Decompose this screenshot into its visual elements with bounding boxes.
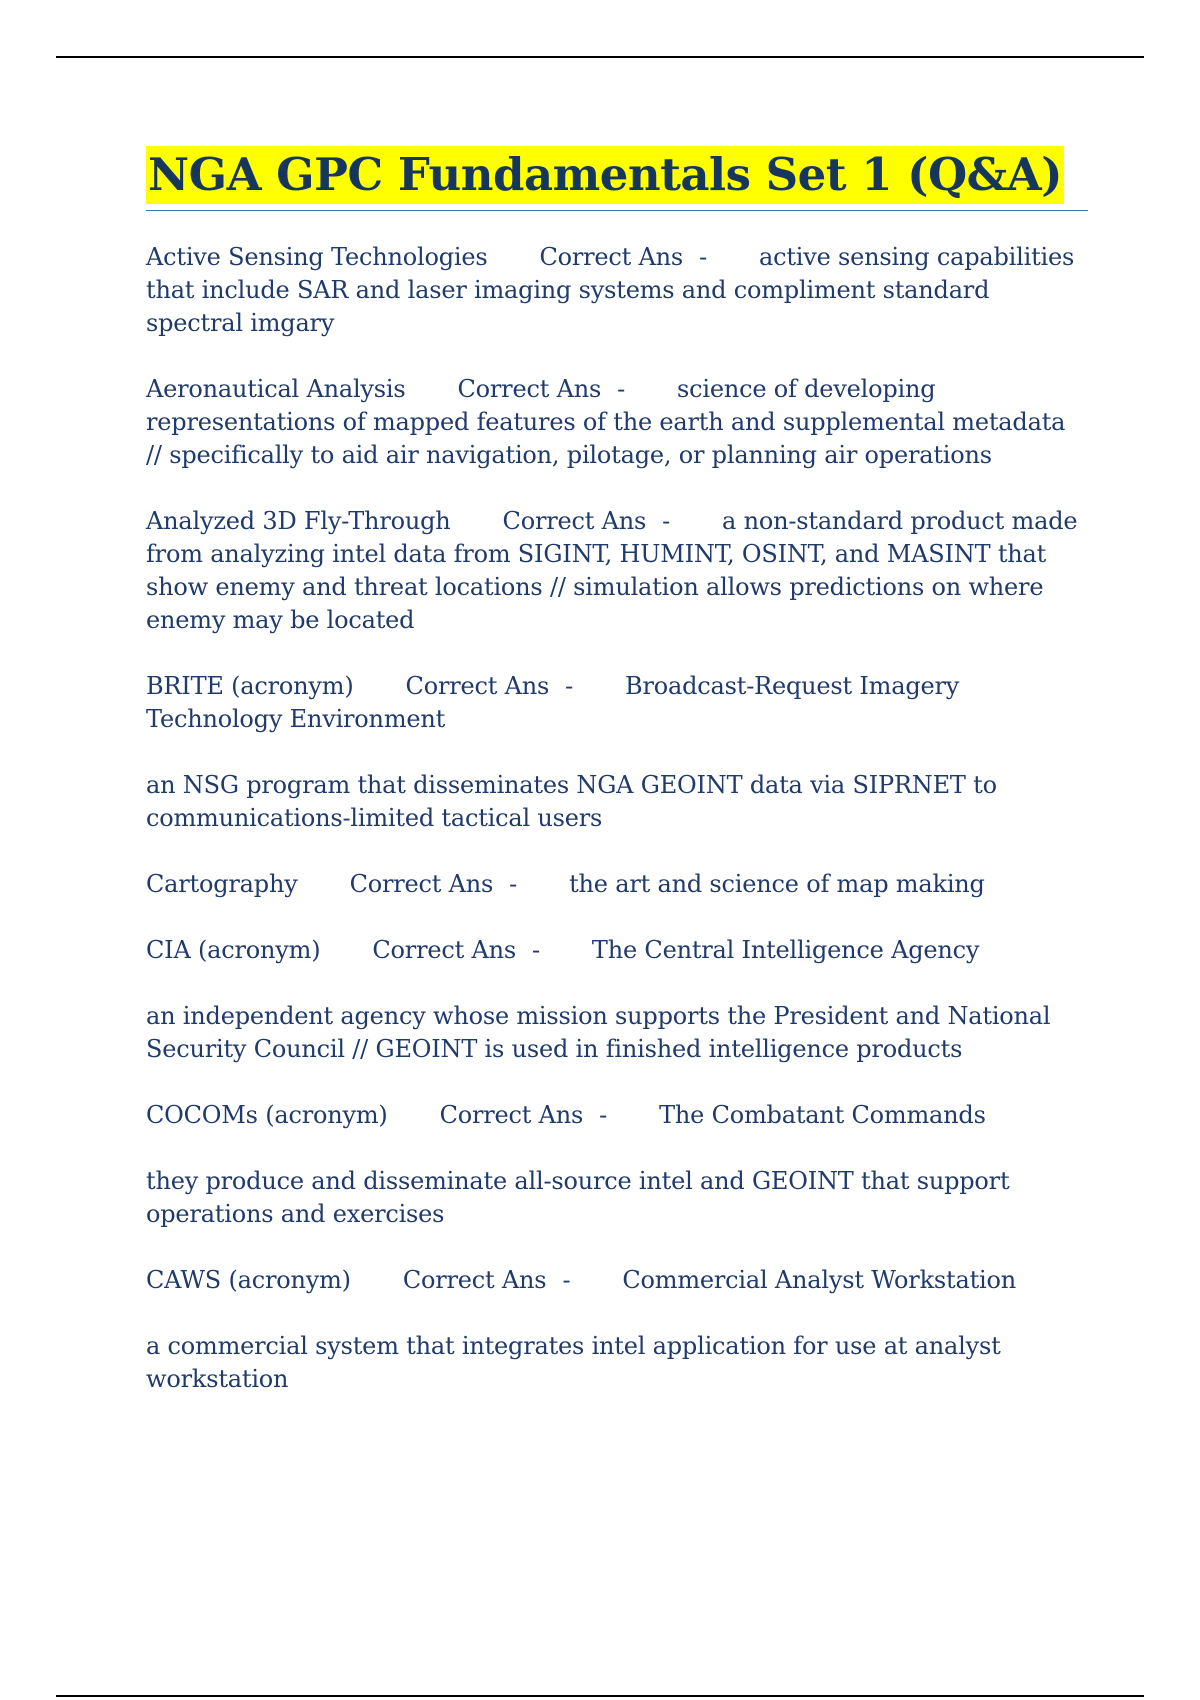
document-body <box>146 146 1088 1429</box>
entry-term: COCOMs (acronym) <box>146 1101 388 1129</box>
entry-answer: The Central Intelligence Agency <box>591 936 980 964</box>
entry-answer: active sensing capabilities that include SAR and laser imaging systems and compliment standard spectral imgary <box>146 243 1075 337</box>
answer-separator: - <box>565 672 574 700</box>
qa-entry <box>146 1264 1088 1297</box>
entry-answer: science of developing representations of mapped features of the earth and supplemental metadata // specifically to aid air navigation, pilotage, or planning air operations <box>146 375 1066 469</box>
page-bottom-rule <box>56 1695 1144 1697</box>
entry-note: they produce and disseminate all-source intel and GEOINT that support operations and exercises <box>146 1167 1010 1228</box>
title-block <box>146 146 1088 211</box>
qa-entry <box>146 670 1088 736</box>
answer-separator: - <box>662 507 671 535</box>
answer-label: Correct Ans <box>349 870 494 898</box>
entry-term: Aeronautical Analysis <box>146 375 406 403</box>
entry-term: Cartography <box>146 870 298 898</box>
qa-entry <box>146 373 1088 472</box>
qa-entry <box>146 934 1088 967</box>
qa-entry <box>146 868 1088 901</box>
answer-separator: - <box>699 243 707 271</box>
qa-entry <box>146 241 1088 340</box>
answer-label: Correct Ans <box>457 375 602 403</box>
entry-note: an independent agency whose mission supports the President and National Security Council // GEOINT is used in finished intelligence products <box>146 1002 1051 1063</box>
entry-answer: the art and science of map making <box>569 870 985 898</box>
answer-separator: - <box>531 936 540 964</box>
entry-term: BRITE (acronym) <box>146 672 354 700</box>
entry-answer: Broadcast-Request Imagery Technology Environment <box>146 672 960 733</box>
entry-note: an NSG program that disseminates NGA GEOINT data via SIPRNET to communications-limited tactical users <box>146 771 997 832</box>
entry-term: Analyzed 3D Fly-Through <box>146 507 451 535</box>
answer-label: Correct Ans <box>439 1101 584 1129</box>
entry-answer: a non-standard product made from analyzing intel data from SIGINT, HUMINT, OSINT, and MASINT that show enemy and threat locations // simulation allows predictions on where enemy may be located <box>146 507 1078 634</box>
document-title: NGA GPC Fundamentals Set 1 (Q&A) <box>146 146 1064 204</box>
answer-label: Correct Ans <box>539 243 684 271</box>
qa-entry <box>146 505 1088 637</box>
answer-label: Correct Ans <box>502 507 647 535</box>
entry-answer: The Combatant Commands <box>659 1101 986 1129</box>
entry-term: CIA (acronym) <box>146 936 321 964</box>
answer-separator: - <box>562 1266 571 1294</box>
answer-label: Correct Ans <box>402 1266 547 1294</box>
answer-label: Correct Ans <box>372 936 516 964</box>
qa-entry <box>146 1099 1088 1132</box>
answer-separator: - <box>599 1101 608 1129</box>
answer-label: Correct Ans <box>405 672 550 700</box>
entry-note: a commercial system that integrates intel application for use at analyst workstation <box>146 1332 1001 1393</box>
page-top-rule <box>56 56 1144 58</box>
answer-separator: - <box>617 375 626 403</box>
answer-separator: - <box>509 870 518 898</box>
entry-term: CAWS (acronym) <box>146 1266 351 1294</box>
entry-term: Active Sensing Technologies <box>146 243 488 271</box>
entry-answer: Commercial Analyst Workstation <box>622 1266 1017 1294</box>
